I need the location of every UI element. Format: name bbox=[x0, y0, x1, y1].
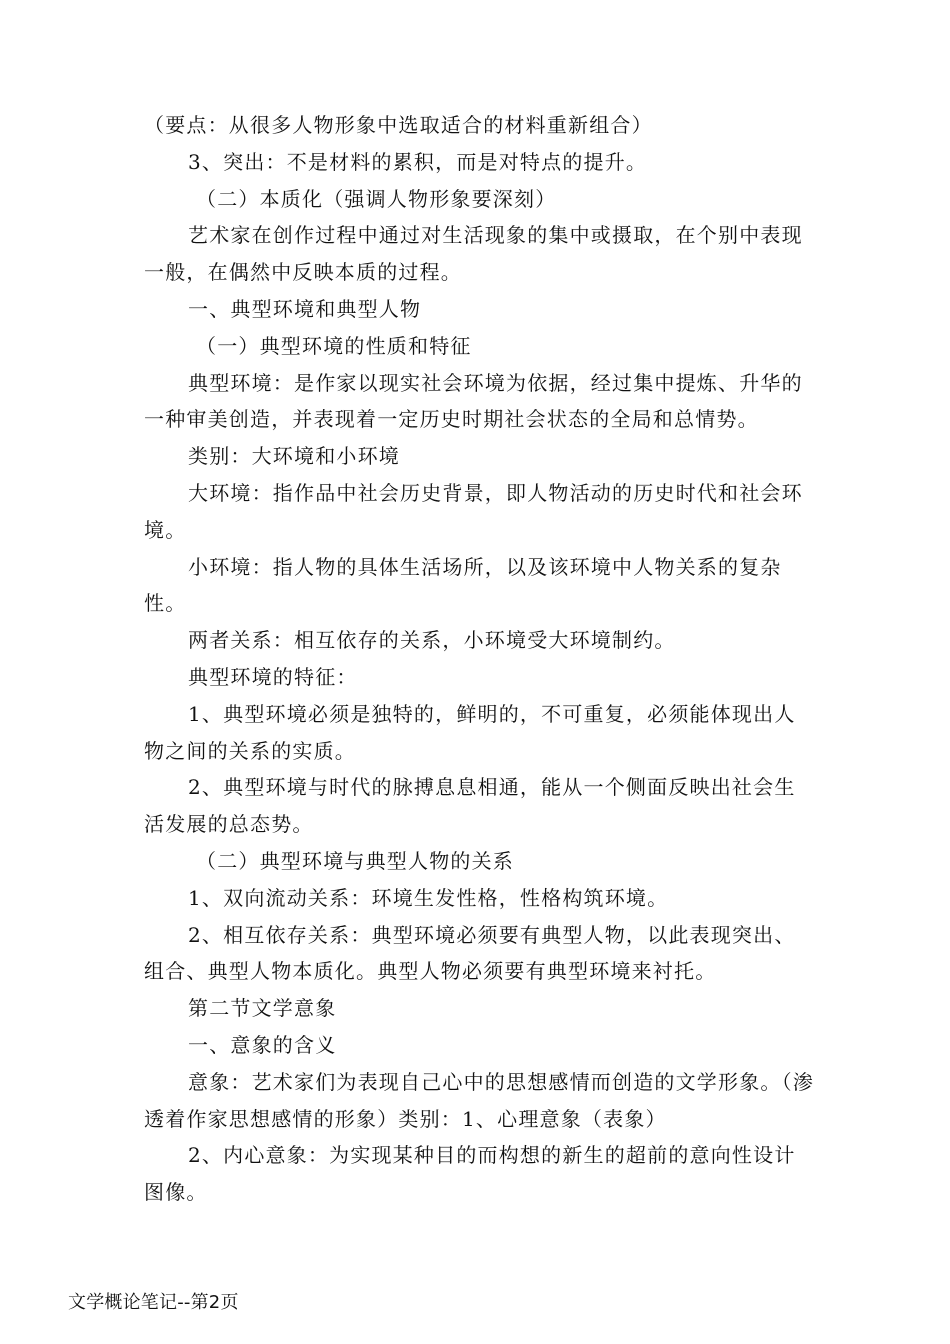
subheading-essentialization: （二）本质化（强调人物形象要深刻） bbox=[196, 186, 557, 211]
paragraph-typical-environment-definition: 典型环境：是作家以现实社会环境为依据，经过集中提炼、升华的一种审美创造，并表现着一定历史时期社会状态的全局和总情势。 bbox=[144, 370, 803, 432]
paragraph-small-environment: 小环境：指人物的具体生活场所，以及该环境中人物关系的复杂性。 bbox=[144, 554, 782, 616]
section-heading-typical-environment-and-character: 一、典型环境和典型人物 bbox=[188, 296, 422, 321]
paragraph-two-way-flow: 1、双向流动关系：环境生发性格，性格构筑环境。 bbox=[188, 885, 669, 910]
paragraph-categories: 类别：大环境和小环境 bbox=[188, 444, 400, 469]
subheading-nature-and-features: （一）典型环境的性质和特征 bbox=[196, 333, 472, 358]
paragraph-feature-two: 2、典型环境与时代的脉搏息息相通，能从一个侧面反映出社会生活发展的总态势。 bbox=[144, 775, 796, 837]
paragraph-large-environment: 大环境：指作品中社会历史背景，即人物活动的历史时代和社会环境。 bbox=[144, 480, 803, 542]
paragraph-essentialization-definition: 艺术家在创作过程中通过对生活现象的集中或摄取，在个别中表现一般，在偶然中反映本质的过程。 bbox=[144, 223, 803, 285]
section-heading-literary-imagery: 第二节文学意象 bbox=[188, 996, 337, 1021]
paragraph-imagery-definition: 意象：艺术家们为表现自己心中的思想感情而创造的文学形象。（渗透着作家思想感情的形象）类别：1、心理意象（表象） bbox=[144, 1069, 814, 1131]
document-body bbox=[144, 107, 814, 1211]
paragraph-mutual-dependence: 2、相互依存关系：典型环境必须要有典型人物，以此表现突出、组合、典型人物本质化。典型人物必须要有典型环境来衬托。 bbox=[144, 922, 796, 984]
paragraph-features-heading: 典型环境的特征： bbox=[188, 664, 358, 689]
paragraph-feature-one: 1、典型环境必须是独特的，鲜明的，不可重复，必须能体现出人物之间的关系的实质。 bbox=[144, 701, 796, 763]
paragraph-relationship: 两者关系：相互依存的关系，小环境受大环境制约。 bbox=[188, 628, 676, 653]
paragraph-inner-imagery: 2、内心意象：为实现某种目的而构想的新生的超前的意向性设计图像。 bbox=[144, 1143, 796, 1205]
paragraph-key-point: （要点：从很多人物形象中选取适合的材料重新组合） bbox=[144, 113, 653, 137]
subheading-imagery-meaning: 一、意象的含义 bbox=[188, 1032, 337, 1057]
subheading-environment-character-relation: （二）典型环境与典型人物的关系 bbox=[196, 848, 514, 873]
paragraph-highlight: 3、突出：不是材料的累积，而是对特点的提升。 bbox=[188, 149, 648, 174]
page-footer: 文学概论笔记--第2页 bbox=[68, 1292, 239, 1313]
